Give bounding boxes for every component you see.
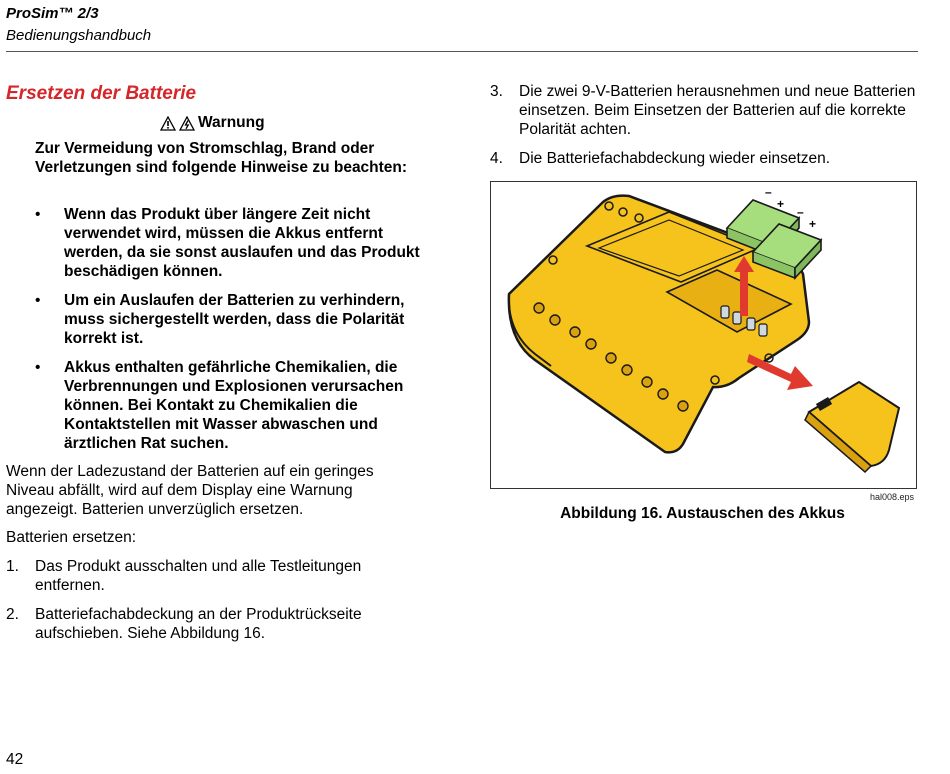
electric-shock-icon [179, 116, 195, 131]
low-battery-note: Wenn der Ladezustand der Batterien auf ein geringes Niveau abfällt, wird auf dem Display eine Warnung angezeigt. Batterien unverzüglich ersetzen. [6, 463, 374, 518]
header-product-title: ProSim™ 2/3 [6, 5, 99, 22]
replace-intro: Batterien ersetzen: [6, 529, 137, 546]
warning-heading [160, 114, 320, 132]
warning-label: Warnung [198, 114, 265, 131]
figure-filename: hal008.eps [870, 492, 915, 502]
bullet-glyph: • [35, 359, 41, 376]
polarity-plus-2: + [809, 217, 817, 231]
steps-list-left [6, 557, 426, 653]
step-item: 4. Die Batteriefachabdeckung wieder einsetzen. [490, 150, 831, 167]
warning-triangle-icon [160, 116, 176, 131]
figure-caption: Abbildung 16. Austauschen des Akkus [560, 505, 845, 522]
warning-bullet-list [35, 205, 425, 463]
step-item: 2. Batteriefachabdeckung an der Produktrückseite aufschieben. Siehe Abbildung 16. [6, 606, 362, 642]
polarity-minus-1: – [765, 185, 772, 199]
bullet-glyph: • [35, 206, 41, 223]
battery-replacement-illustration [491, 182, 916, 488]
battery-cover [805, 382, 899, 472]
list-item: • Um ein Auslaufen der Batterien zu verhindern, muss sichergestellt werden, dass die Polarität korrekt ist. [35, 292, 405, 347]
page-number: 42 [6, 751, 24, 768]
bullet-glyph: • [35, 292, 41, 309]
slide-cover-arrow [747, 354, 813, 390]
step-item: 1. Das Produkt ausschalten und alle Testleitungen entfernen. [6, 558, 362, 594]
polarity-minus-2: – [797, 205, 804, 219]
polarity-plus-1: + [777, 197, 785, 211]
list-item: • Wenn das Produkt über längere Zeit nicht verwendet wird, müssen die Akkus entfernt werden, da sie sonst auslaufen und das Produkt beschädigen können. [35, 206, 420, 280]
figure-illustration [490, 181, 917, 489]
steps-list-right [490, 82, 920, 178]
step-item: 3. Die zwei 9-V-Batterien herausnehmen und neue Batterien einsetzen. Beim Einsetzen der Batterien auf die korrekte Polarität achten. [490, 83, 916, 138]
section-title: Ersetzen der Batterie [6, 83, 197, 104]
header-divider [6, 51, 918, 52]
warning-intro: Zur Vermeidung von Stromschlag, Brand oder Verletzungen sind folgende Hinweise zu beachten: [35, 140, 408, 176]
list-item: • Akkus enthalten gefährliche Chemikalien, die Verbrennungen und Explosionen verursachen können. Bei Kontakt zu Chemikalien die Kontaktstellen mit Wasser abwaschen und ärztlichen Rat suchen. [35, 359, 404, 452]
header-manual-title: Bedienungshandbuch [6, 27, 152, 44]
